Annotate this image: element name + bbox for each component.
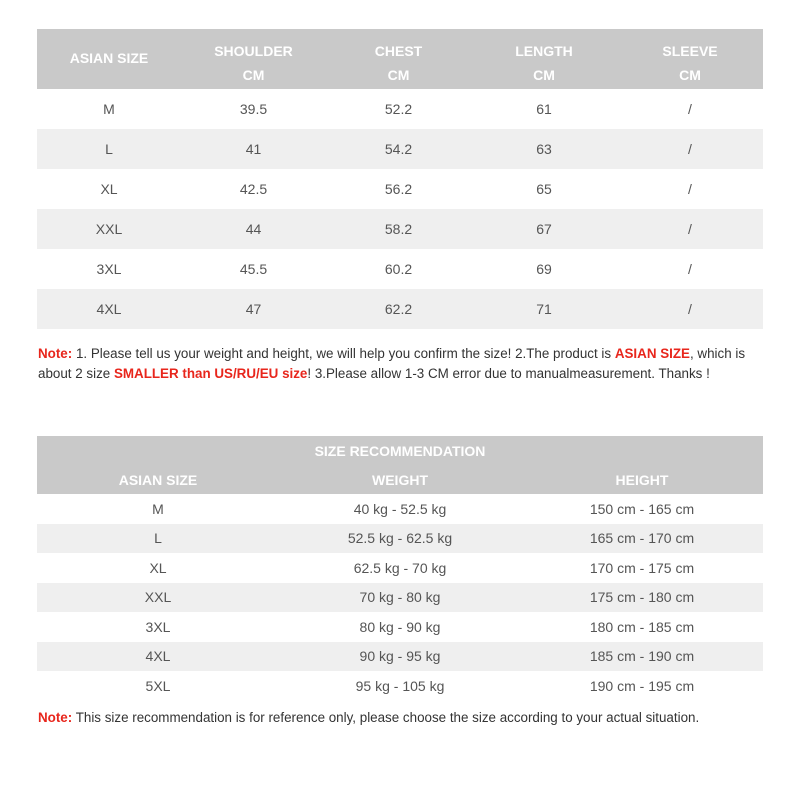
cell-size: L: [37, 524, 279, 554]
cell-size: XL: [100, 181, 118, 197]
recommendation-title: SIZE RECOMMENDATION: [37, 436, 763, 465]
table-row: [37, 524, 763, 554]
header-length-unit: CM: [471, 61, 617, 89]
recommendation-note: [38, 708, 762, 728]
table-row: [37, 642, 763, 672]
header-length: LENGTH: [471, 29, 617, 61]
cell-length: 69: [536, 261, 552, 277]
cell-size: XXL: [37, 209, 181, 249]
cell-chest: 56.2: [384, 181, 413, 197]
header-chest: CHEST: [326, 29, 471, 61]
cell-shoulder: 47: [181, 289, 326, 329]
note-highlight-smaller: SMALLER than US/RU/EU size: [113, 365, 308, 381]
cell-shoulder: 45.5: [239, 261, 268, 277]
table-row: [37, 169, 763, 209]
size-chart-header-row: [37, 29, 763, 61]
table-row: [37, 553, 763, 583]
size-recommendation-table: [37, 436, 763, 701]
cell-weight: 40 kg - 52.5 kg: [353, 500, 447, 517]
cell-height: 185 cm - 190 cm: [521, 642, 763, 672]
cell-chest: 60.2: [384, 261, 413, 277]
header-sleeve: SLEEVE: [617, 29, 763, 61]
header-asian-size: ASIAN SIZE: [37, 465, 279, 494]
note-highlight-asian-size: ASIAN SIZE: [614, 346, 690, 361]
table-row: [37, 289, 763, 329]
cell-length: 63: [471, 129, 617, 169]
cell-weight: 62.5 kg - 70 kg: [353, 559, 447, 576]
header-shoulder: SHOULDER: [181, 29, 326, 61]
cell-size: 4XL: [37, 289, 181, 329]
cell-size: 3XL: [145, 618, 171, 635]
cell-chest: 52.2: [384, 101, 413, 117]
note-text-2: , which is about 2 size: [38, 346, 746, 381]
note-text-1: 1. Please tell us your weight and height, we will help you confirm the size! 2.The product is: [72, 346, 615, 361]
cell-size: M: [103, 101, 115, 117]
cell-length: 65: [536, 181, 552, 197]
cell-sleeve: /: [617, 209, 763, 249]
cell-size: 3XL: [96, 261, 122, 277]
size-chart-table: [37, 29, 763, 329]
header-shoulder-unit: CM: [181, 61, 326, 89]
header-weight: WEIGHT: [279, 465, 521, 494]
cell-weight: 52.5 kg - 62.5 kg: [279, 524, 521, 554]
cell-height: 190 cm - 195 cm: [589, 677, 695, 694]
cell-sleeve: /: [617, 289, 763, 329]
table-row: [37, 209, 763, 249]
note-text: This size recommendation is for reference only, please choose the size according to your actual situation.: [72, 710, 700, 725]
cell-shoulder: 39.5: [239, 101, 268, 117]
cell-sleeve: /: [617, 129, 763, 169]
header-height: HEIGHT: [521, 465, 763, 494]
recommendation-header-row: [37, 465, 763, 494]
cell-sleeve: /: [688, 181, 692, 197]
cell-length: 61: [536, 101, 552, 117]
header-sleeve-unit: CM: [617, 61, 763, 89]
table-row: [37, 583, 763, 613]
cell-weight: 95 kg - 105 kg: [355, 677, 445, 694]
cell-sleeve: /: [688, 261, 692, 277]
cell-chest: 62.2: [326, 289, 471, 329]
cell-sleeve: /: [688, 101, 692, 117]
cell-length: 67: [471, 209, 617, 249]
table-row: [37, 494, 763, 524]
cell-weight: 90 kg - 95 kg: [279, 642, 521, 672]
cell-chest: 58.2: [326, 209, 471, 249]
table-row: [37, 249, 763, 289]
cell-size: 5XL: [145, 677, 171, 694]
cell-height: 170 cm - 175 cm: [589, 559, 695, 576]
table-row: [37, 612, 763, 642]
cell-shoulder: 42.5: [239, 181, 268, 197]
cell-weight: 70 kg - 80 kg: [279, 583, 521, 613]
cell-weight: 80 kg - 90 kg: [359, 618, 441, 635]
cell-shoulder: 44: [181, 209, 326, 249]
header-chest-unit: CM: [326, 61, 471, 89]
cell-length: 71: [471, 289, 617, 329]
recommendation-title-row: [37, 436, 763, 465]
cell-size: L: [37, 129, 181, 169]
table-row: [37, 89, 763, 129]
cell-size: 4XL: [37, 642, 279, 672]
cell-height: 165 cm - 170 cm: [521, 524, 763, 554]
cell-size: XL: [149, 559, 167, 576]
cell-height: 175 cm - 180 cm: [521, 583, 763, 613]
size-note: [38, 344, 762, 383]
cell-size: XXL: [37, 583, 279, 613]
header-asian-size: ASIAN SIZE: [37, 29, 181, 89]
note-text-3: ! 3.Please allow 1-3 CM error due to manualmeasurement. Thanks !: [307, 365, 710, 381]
cell-height: 150 cm - 165 cm: [589, 500, 695, 517]
cell-height: 180 cm - 185 cm: [589, 618, 695, 635]
cell-chest: 54.2: [326, 129, 471, 169]
table-row: [37, 671, 763, 701]
table-row: [37, 129, 763, 169]
cell-shoulder: 41: [181, 129, 326, 169]
note-label: Note:: [38, 710, 73, 725]
note-label: Note:: [38, 346, 73, 361]
cell-size: M: [152, 500, 164, 517]
